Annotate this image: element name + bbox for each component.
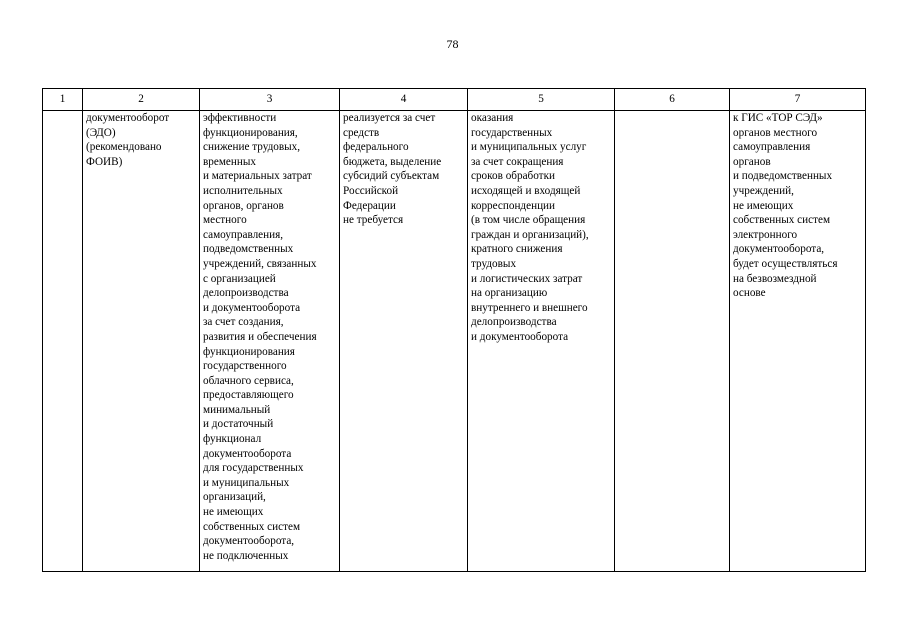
cell-text-line: к ГИС «ТОР СЭД» [733, 112, 823, 124]
cell-text-line: документооборот [86, 112, 170, 124]
header-cell-6: 6 [615, 89, 730, 111]
cell-text-line: государственных [471, 126, 553, 139]
cell-text-line: и материальных затрат [203, 170, 312, 183]
cell-text-line: трудовых [471, 257, 517, 270]
cell-col1 [43, 111, 83, 572]
header-cell-4: 4 [340, 89, 468, 111]
cell-col4 [340, 111, 468, 572]
cell-text-line: предоставляющего [203, 389, 294, 402]
document-table [42, 88, 866, 572]
cell-text-line: для государственных [203, 462, 304, 475]
cell-text-line: временных [203, 155, 256, 168]
cell-text-line: и достаточный [203, 418, 274, 431]
cell-text-line: исполнительных [203, 184, 283, 197]
cell-text-line: кратного снижения [471, 243, 563, 256]
cell-text-line: местного [203, 214, 247, 227]
cell-text-line: и документооборота [203, 301, 301, 314]
cell-text-line: государственного [203, 360, 287, 373]
cell-text-line: и муниципальных услуг [471, 141, 587, 154]
cell-text-line: развития и обеспечения [203, 330, 317, 343]
cell-text-line: граждан и организаций), [471, 228, 589, 241]
cell-text-line: на безвозмездной [733, 272, 817, 285]
cell-text-line: документооборота [203, 447, 292, 460]
cell-text-line: (рекомендовано [86, 141, 162, 154]
cell-text-line: Российской [343, 184, 399, 197]
cell-text-line: органов [733, 155, 771, 168]
cell-text-line: органов, органов [203, 199, 284, 212]
cell-text-line: делопроизводства [471, 316, 557, 329]
cell-text-line: субсидий субъектам [343, 170, 440, 183]
cell-text-line: не требуется [343, 214, 404, 227]
cell-text-line: бюджета, выделение [343, 155, 442, 168]
cell-col6 [615, 111, 730, 572]
cell-col7 [730, 111, 866, 572]
cell-text-line: документооборота, [203, 535, 295, 548]
table-header-row [43, 89, 866, 111]
cell-text-line: сроков обработки [471, 170, 555, 183]
header-cell-5: 5 [468, 89, 615, 111]
cell-text-line: внутреннего и внешнего [471, 301, 588, 314]
header-cell-7: 7 [730, 89, 866, 111]
cell-text-line: за счет создания, [203, 316, 284, 329]
cell-text-line: эффективности [203, 112, 277, 124]
cell-text-line: и логистических затрат [471, 272, 583, 285]
table-row [43, 111, 866, 572]
cell-text-line: и муниципальных [203, 476, 290, 489]
page-number: 78 [446, 37, 459, 51]
cell-text-line: делопроизводства [203, 287, 289, 300]
header-cell-1: 1 [43, 89, 83, 111]
cell-text-line: организаций, [203, 491, 266, 504]
cell-text-line: не имеющих [733, 199, 794, 212]
cell-text-line: не подключенных [203, 549, 289, 562]
cell-text-line: органов местного [733, 126, 818, 139]
cell-text-line: на организацию [471, 287, 548, 300]
cell-text-line: подведомственных [203, 243, 294, 256]
header-cell-2: 2 [83, 89, 200, 111]
cell-text-line: не имеющих [203, 506, 264, 519]
cell-text-line: снижение трудовых, [203, 141, 301, 154]
cell-text-line: функционал [203, 433, 262, 446]
cell-text-line: за счет сокращения [471, 155, 564, 168]
cell-text-line: функционирования [203, 345, 295, 358]
cell-text-line: электронного [733, 228, 798, 241]
cell-text-line: самоуправления, [203, 228, 284, 241]
cell-text-line: собственных систем [203, 520, 301, 533]
cell-text-line: документооборота, [733, 243, 825, 256]
cell-text-line: основе [733, 287, 766, 300]
cell-text-line: с организацией [203, 272, 276, 285]
cell-text-line: самоуправления [733, 141, 811, 154]
cell-text-line: Федерации [343, 199, 396, 212]
cell-text-line: исходящей и входящей [471, 184, 581, 197]
cell-text-line: учреждений, связанных [203, 257, 317, 270]
cell-text-line: минимальный [203, 403, 271, 416]
cell-text-line: федерального [343, 141, 409, 154]
cell-col5 [468, 111, 615, 572]
cell-text-line: (ЭДО) [86, 126, 116, 139]
cell-text-line: и подведомственных [733, 170, 833, 183]
cell-text-line: и документооборота [471, 330, 569, 343]
cell-text-line: функционирования, [203, 126, 298, 139]
cell-col2 [83, 111, 200, 572]
cell-text-line: будет осуществляться [733, 257, 838, 270]
cell-text-line: собственных систем [733, 214, 831, 227]
cell-text-line: учреждений, [733, 184, 794, 197]
cell-text-line: облачного сервиса, [203, 374, 294, 387]
cell-col3 [200, 111, 340, 572]
cell-text-line: оказания [471, 112, 514, 124]
cell-text-line: (в том числе обращения [471, 214, 586, 227]
cell-text-line: корреспонденции [471, 199, 556, 212]
cell-text-line: ФОИВ) [86, 155, 123, 168]
header-cell-3: 3 [200, 89, 340, 111]
cell-text-line: реализуется за счет [343, 112, 436, 124]
cell-text-line: средств [343, 126, 380, 139]
